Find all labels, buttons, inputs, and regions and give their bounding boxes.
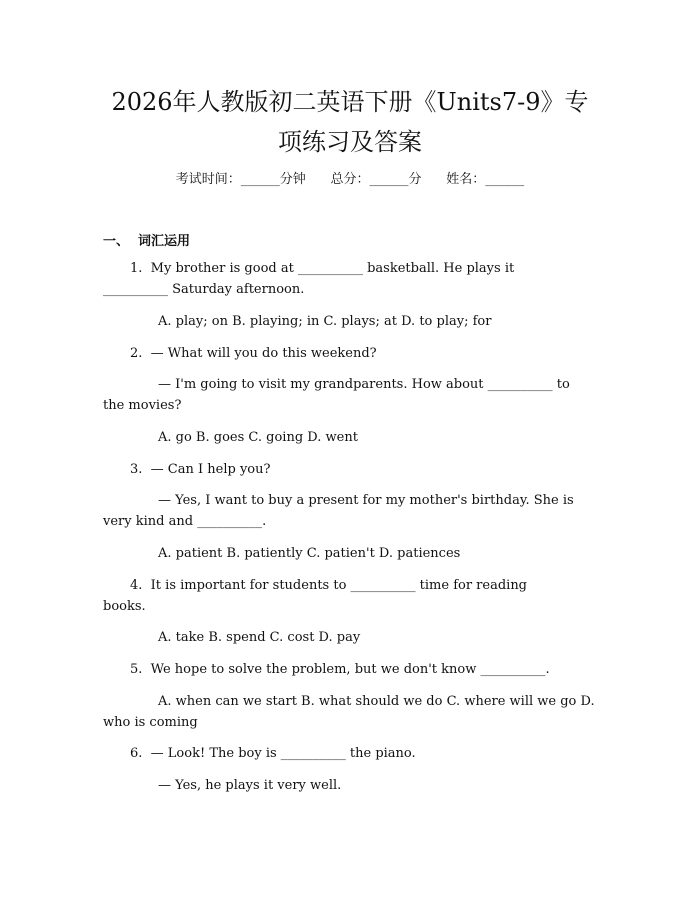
section-heading: 一、 词汇运用 xyxy=(103,234,191,249)
question-4-line-2: books. xyxy=(103,599,146,614)
question-3-line-2: — Yes, I want to buy a present for my mother's birthday. She is xyxy=(158,493,574,508)
question-2-options: A. go B. goes C. going D. went xyxy=(158,430,358,445)
question-1-line-1: 1. My brother is good at __________ basketball. He plays it xyxy=(130,261,515,276)
page-title xyxy=(90,82,610,162)
question-3-line-1: 3. — Can I help you? xyxy=(130,462,271,477)
question-2-line-1: 2. — What will you do this weekend? xyxy=(130,346,377,361)
question-6-line-1: 6. — Look! The boy is __________ the piano. xyxy=(130,746,416,761)
title-line-2: 项练习及答案 xyxy=(278,128,422,156)
question-5-options: A. when can we start B. what should we do C. where will we go D. xyxy=(158,694,595,709)
question-1-line-2: __________ Saturday afternoon. xyxy=(103,282,305,297)
question-1-options: A. play; on B. playing; in C. plays; at D. to play; for xyxy=(158,314,492,329)
question-3-line-3: very kind and __________. xyxy=(103,514,267,529)
question-4-line-1: 4. It is important for students to __________ time for reading xyxy=(130,578,528,593)
question-5-line-1: 5. We hope to solve the problem, but we don't know __________. xyxy=(130,662,550,677)
question-3-options: A. patient B. patiently C. patien't D. patiences xyxy=(158,546,461,561)
question-4-options: A. take B. spend C. cost D. pay xyxy=(158,630,361,645)
title-line-1: 2026年人教版初二英语下册《Units7-9》专 xyxy=(111,88,589,116)
question-2-line-2: — I'm going to visit my grandparents. How about __________ to xyxy=(158,377,570,392)
question-2-line-3: the movies? xyxy=(103,398,182,413)
exam-meta-line: 考试时间：______分钟 总分：______分 姓名：______ xyxy=(175,172,525,187)
question-5-options-cont: who is coming xyxy=(103,715,198,730)
question-6-line-2: — Yes, he plays it very well. xyxy=(158,778,342,793)
